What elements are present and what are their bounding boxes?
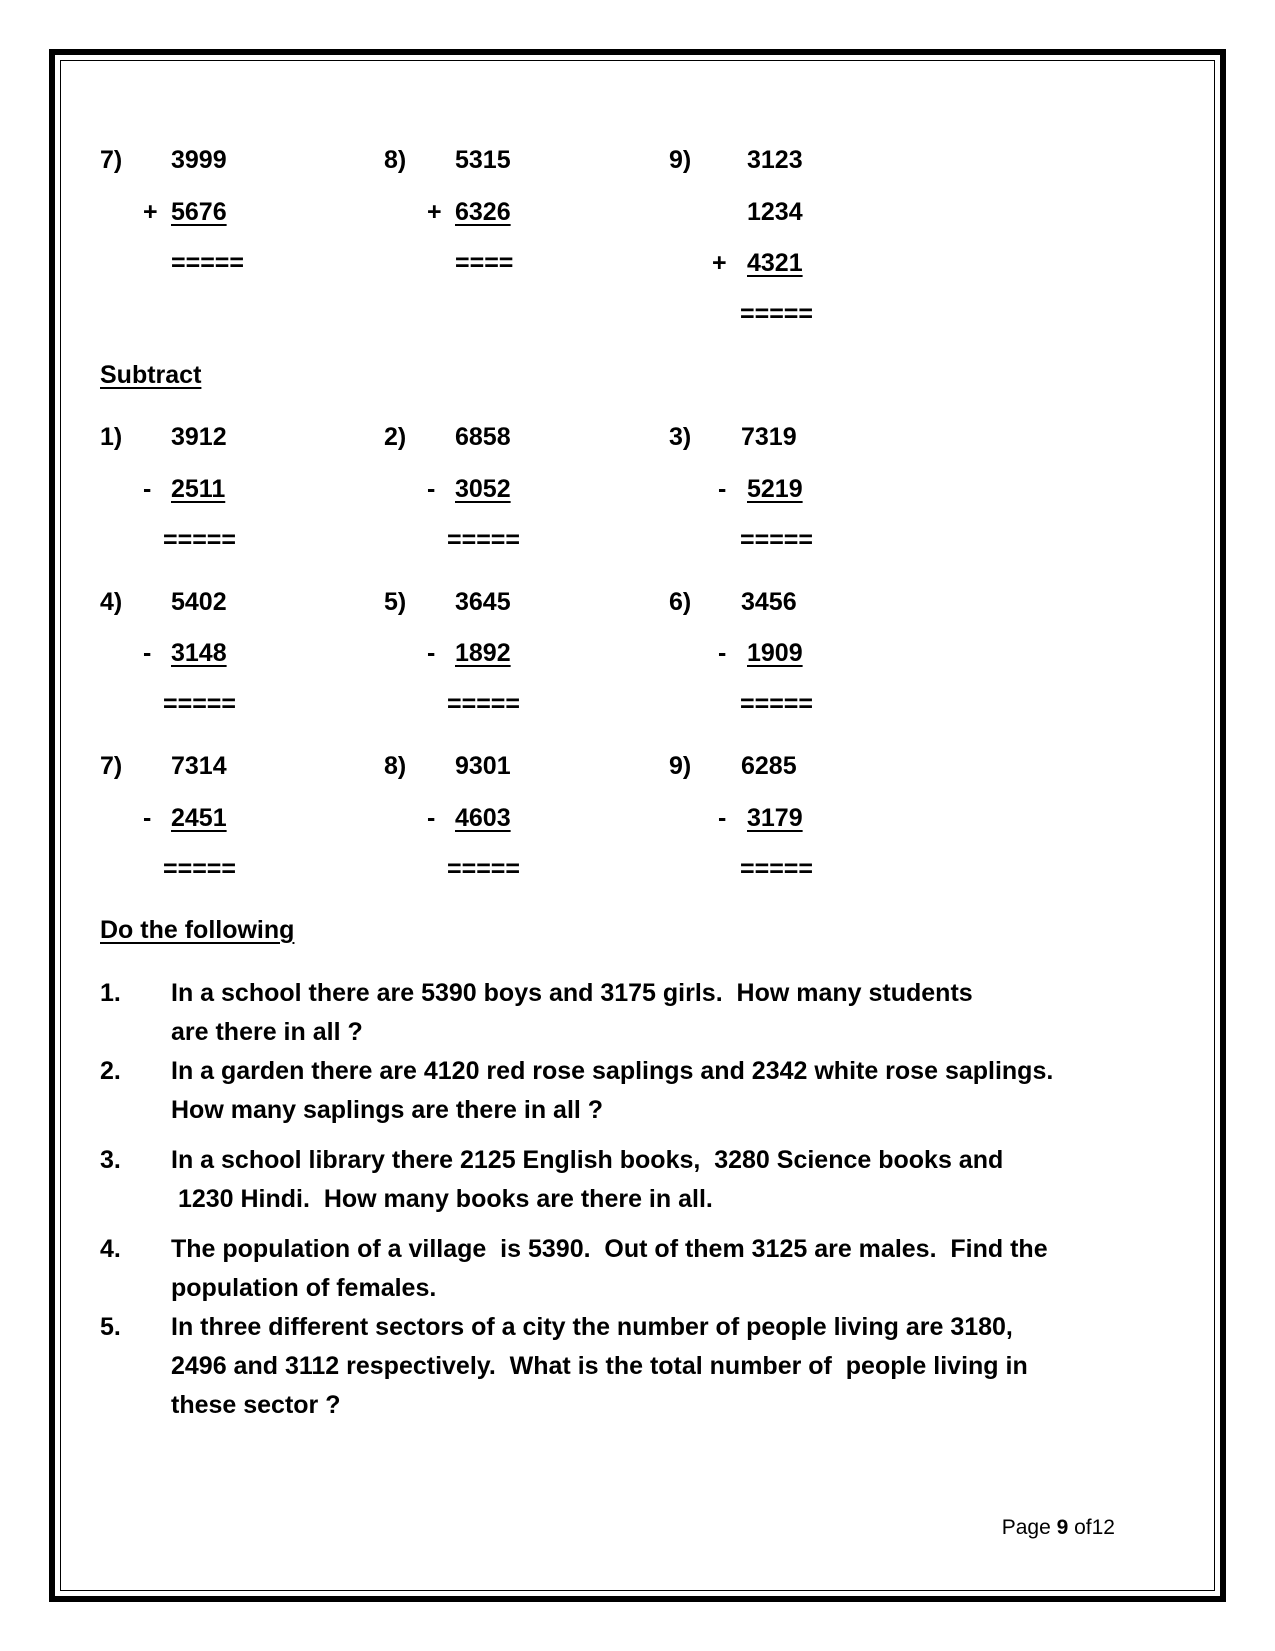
page-prefix: Page — [1001, 1516, 1057, 1539]
operator: - — [143, 804, 152, 832]
question-line: The population of a village is 5390. Out of them 3125 are males. Find the — [171, 1235, 1048, 1263]
operator: + — [143, 198, 158, 226]
operand: 5402 — [171, 588, 227, 616]
answer-line: ===== — [447, 690, 520, 718]
problem-label: 7) — [100, 752, 123, 780]
answer-line: ==== — [455, 249, 514, 277]
operator: - — [143, 475, 152, 503]
problem-label: 7) — [100, 146, 123, 174]
operator: - — [718, 475, 727, 503]
operator: - — [427, 475, 436, 503]
problem-label: 3) — [669, 423, 692, 451]
question-line: are there in all ? — [171, 1018, 363, 1046]
operand: 5676 — [171, 198, 227, 226]
operand: 1234 — [747, 198, 803, 226]
operand: 9301 — [455, 752, 511, 780]
operand: 7314 — [171, 752, 227, 780]
question-number: 3. — [100, 1146, 121, 1174]
operator: - — [427, 639, 436, 667]
question-line: How many saplings are there in all ? — [171, 1096, 604, 1124]
operand: 3645 — [455, 588, 511, 616]
operator: - — [143, 639, 152, 667]
question-number: 4. — [100, 1235, 121, 1263]
problem-label: 9) — [669, 752, 692, 780]
operand: 1892 — [455, 639, 511, 667]
word-problems-heading: Do the following — [100, 916, 295, 944]
question-line: 2496 and 3112 respectively. What is the total number of people living in — [171, 1352, 1028, 1380]
operand: 2451 — [171, 804, 227, 832]
operand: 1909 — [747, 639, 803, 667]
operator: + — [427, 198, 442, 226]
operator: - — [718, 804, 727, 832]
question-number: 1. — [100, 979, 121, 1007]
question-line: these sector ? — [171, 1391, 341, 1419]
question-line: In a school library there 2125 English books, 3280 Science books and — [171, 1146, 1004, 1174]
problem-label: 8) — [384, 752, 407, 780]
operand: 6285 — [741, 752, 797, 780]
page-suffix: of12 — [1068, 1516, 1115, 1539]
problem-label: 9) — [669, 146, 692, 174]
current-page: 9 — [1056, 1516, 1069, 1539]
operand: 3912 — [171, 423, 227, 451]
question-line: In three different sectors of a city the number of people living are 3180, — [171, 1313, 1013, 1341]
operator: - — [718, 639, 727, 667]
problem-label: 8) — [384, 146, 407, 174]
problem-label: 6) — [669, 588, 692, 616]
problem-label: 1) — [100, 423, 123, 451]
operand: 2511 — [171, 475, 226, 503]
operand: 5219 — [747, 475, 803, 503]
answer-line: ===== — [163, 526, 236, 554]
answer-line: ===== — [163, 690, 236, 718]
question-line: population of females. — [171, 1274, 437, 1302]
answer-line: ===== — [171, 249, 244, 277]
operand: 3179 — [747, 804, 803, 832]
answer-line: ===== — [740, 300, 813, 328]
operand: 6326 — [455, 198, 511, 226]
operand: 3999 — [171, 146, 227, 174]
operand: 4321 — [747, 249, 803, 277]
problem-label: 4) — [100, 588, 123, 616]
operand: 3052 — [455, 475, 511, 503]
operand: 7319 — [741, 423, 797, 451]
answer-line: ===== — [740, 855, 813, 883]
problem-label: 5) — [384, 588, 407, 616]
subtract-heading: Subtract — [100, 361, 202, 389]
question-number: 2. — [100, 1057, 121, 1085]
question-line: In a garden there are 4120 red rose saplings and 2342 white rose saplings. — [171, 1057, 1054, 1085]
problem-label: 2) — [384, 423, 407, 451]
operator: - — [427, 804, 436, 832]
question-line: 1230 Hindi. How many books are there in all. — [171, 1185, 713, 1213]
answer-line: ===== — [163, 855, 236, 883]
operand: 4603 — [455, 804, 511, 832]
answer-line: ===== — [740, 526, 813, 554]
answer-line: ===== — [447, 855, 520, 883]
question-number: 5. — [100, 1313, 121, 1341]
operand: 5315 — [455, 146, 511, 174]
question-line: In a school there are 5390 boys and 3175 girls. How many students — [171, 979, 973, 1007]
operator: + — [712, 249, 727, 277]
operand: 3123 — [747, 146, 803, 174]
operand: 6858 — [455, 423, 511, 451]
operand: 3456 — [741, 588, 797, 616]
answer-line: ===== — [447, 526, 520, 554]
answer-line: ===== — [740, 690, 813, 718]
page-number-footer — [1002, 1515, 1115, 1541]
operand: 3148 — [171, 639, 227, 667]
